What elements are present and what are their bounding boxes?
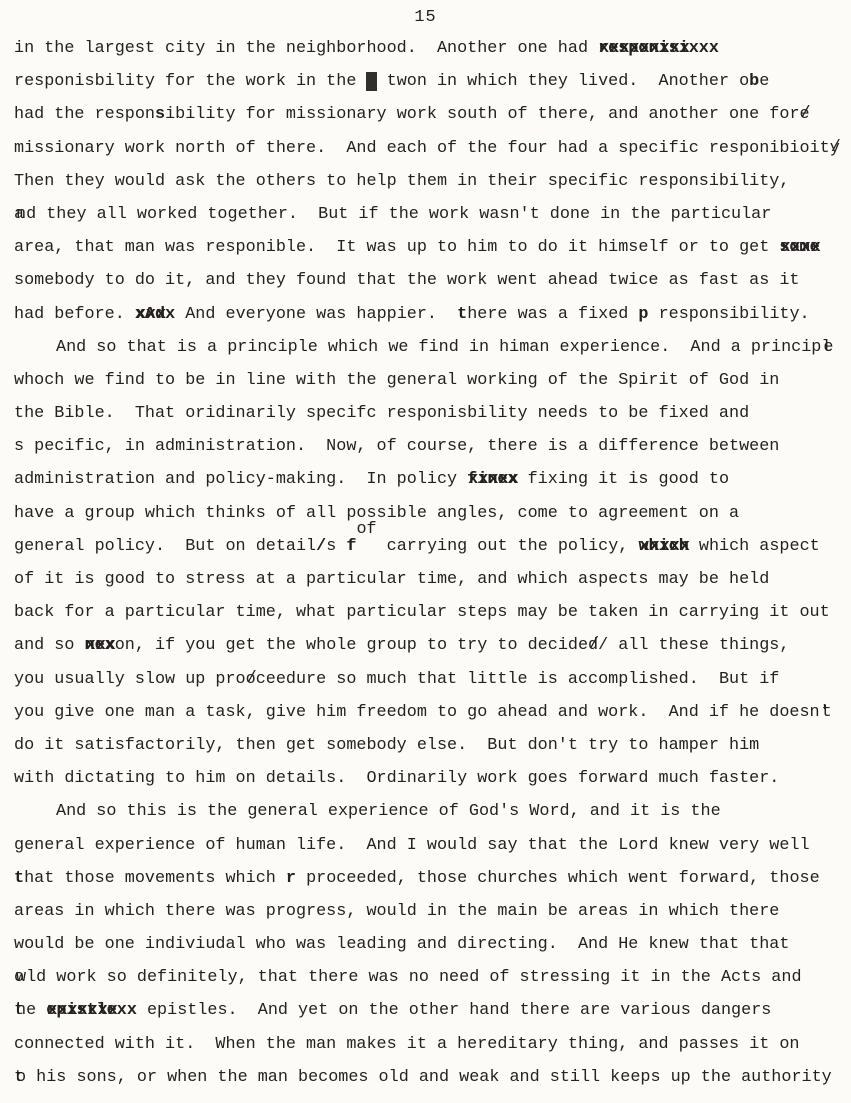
text-line bbox=[14, 204, 845, 237]
squeezed-chars: th bbox=[14, 1001, 19, 1021]
text-run: fixing it is good to bbox=[517, 470, 730, 490]
text-run: administration and policy-making. In policy bbox=[14, 470, 468, 490]
text-line bbox=[14, 1067, 845, 1100]
overtyped-char: t bbox=[14, 868, 25, 888]
text-run: of it is good to stress at a particular time, and which aspects may be held bbox=[14, 570, 770, 589]
text-run: ibility for missionary work south of there, and another one for bbox=[165, 105, 800, 125]
text-run: ld work so definitely, that there was no need of stressing it in the Acts and bbox=[26, 968, 802, 988]
text-line bbox=[14, 967, 845, 1000]
text-run: on, if you get the whole group to try to decide bbox=[114, 636, 589, 656]
paragraph bbox=[14, 337, 845, 802]
text-run: hat those movements which bbox=[24, 868, 286, 888]
text-run: would be one indiviudal who was leading and directing. And He knew that that bbox=[14, 935, 790, 955]
text-run: s pecific, in administration. Now, of course, there is a difference between bbox=[14, 437, 780, 457]
squeezed-chars: to bbox=[14, 1067, 19, 1087]
text-line bbox=[14, 669, 845, 702]
overtyped-char: / bbox=[316, 536, 327, 556]
overtyped-char: t bbox=[457, 304, 468, 324]
text-line bbox=[14, 370, 845, 403]
text-run: carrying out the policy, bbox=[376, 536, 639, 556]
text-run: do it satisfactorily, then get somebody else. But don't try to hamper him bbox=[14, 735, 760, 755]
text-run: have a group which thinks of all possible angles, come to agreement on a bbox=[14, 503, 740, 523]
text-run: general experience of human life. And I would say that the Lord knew very well bbox=[14, 835, 810, 855]
text-run: somebody to do it, and they found that the work went ahead twice as fast as it bbox=[14, 271, 800, 291]
text-line bbox=[14, 171, 845, 204]
text-run: ceedure so much that little is accomplished. But if bbox=[255, 669, 780, 689]
text-run: And everyone was happier. bbox=[175, 304, 458, 324]
text-run: had the respon bbox=[14, 105, 155, 125]
text-line bbox=[14, 403, 845, 436]
overtyped-char: b bbox=[749, 72, 760, 92]
text-run: twon in which they lived. Another o bbox=[376, 72, 750, 92]
text-run: area, that man was responible. It was up to him to do it himself or to get bbox=[14, 238, 780, 258]
text-run: e bbox=[759, 72, 770, 92]
inked-out-char: m bbox=[366, 72, 377, 92]
text-run: with dictating to him on details. Ordinarily work goes forward much faster. bbox=[14, 769, 780, 789]
text-line bbox=[14, 519, 845, 569]
text-run: the Bible. That oridinarily specifc responisbility needs to be fixed and bbox=[14, 404, 750, 424]
overtyped-char: xxx bbox=[688, 39, 719, 58]
text-run: And so that is a principle which we find in himan experience. And a princip bbox=[56, 337, 822, 357]
overstruck-text: xAd xxx bbox=[135, 304, 165, 325]
slashed-char: y / bbox=[830, 138, 840, 159]
text-run: here was a fixed bbox=[467, 304, 639, 324]
text-line bbox=[14, 868, 845, 901]
squeezed-chars: le bbox=[821, 337, 826, 357]
overtyped-char: xx bbox=[116, 1001, 137, 1021]
text-run: proceeded, those churches which went forward, those bbox=[296, 868, 820, 888]
text-run: you usually slow up pro bbox=[14, 669, 246, 689]
text-line bbox=[14, 934, 845, 967]
overtyped-char: s bbox=[155, 105, 166, 125]
text-run: Then they would ask the others to help them in their specific responsibility, bbox=[14, 171, 790, 191]
slashed-char: e / bbox=[800, 104, 810, 125]
overtyped-char: r bbox=[285, 868, 296, 888]
text-run: responsibility. bbox=[648, 304, 810, 324]
text-line bbox=[14, 304, 845, 337]
text-run: whoch we find to be in line with the general working of the Spirit of God in bbox=[14, 370, 780, 390]
text-line bbox=[14, 702, 845, 735]
text-line bbox=[14, 337, 845, 370]
overtyped-char: x bbox=[165, 304, 176, 324]
text-line bbox=[14, 104, 845, 137]
text-run: And so this is the general experience of God's Word, and it is the bbox=[56, 802, 721, 822]
paragraph bbox=[14, 38, 845, 337]
text-line bbox=[14, 801, 845, 834]
overstruck-text: responisi xxxxxxxxx bbox=[598, 38, 689, 59]
interlinear-insertion: of bbox=[356, 519, 377, 539]
overtyped-char: p bbox=[638, 304, 649, 324]
text-line bbox=[14, 901, 845, 934]
text-line bbox=[14, 735, 845, 768]
text-line bbox=[14, 138, 845, 171]
text-run: in the largest city in the neighborhood. Another one had bbox=[14, 39, 599, 58]
text-line bbox=[14, 469, 845, 502]
text-line bbox=[14, 38, 845, 71]
text-run: and so bbox=[14, 636, 85, 656]
text-line bbox=[14, 768, 845, 801]
squeezed-chars: an bbox=[14, 204, 19, 224]
text-run: general policy. But on detail bbox=[14, 536, 317, 556]
slashed-char: d / bbox=[588, 635, 598, 656]
text-run: which aspect bbox=[688, 536, 820, 556]
text-run: missionary work north of there. And each of the four had a specific responibioit bbox=[14, 138, 830, 158]
text-run: d they all worked together. But if the work wasn't done in the particular bbox=[26, 204, 772, 224]
squeezed-chars: 't bbox=[819, 702, 824, 722]
squeezed-chars: ow bbox=[14, 968, 19, 988]
text-line bbox=[14, 71, 845, 104]
text-line bbox=[14, 1034, 845, 1067]
text-run: epistles. And yet on the other hand there are various dangers bbox=[136, 1001, 772, 1021]
text-line bbox=[14, 569, 845, 602]
text-line bbox=[14, 270, 845, 303]
page-body bbox=[0, 38, 851, 1100]
text-run: s bbox=[326, 536, 347, 556]
overstruck-text: epistle xxxxxxx bbox=[46, 1000, 117, 1021]
paragraph bbox=[14, 801, 845, 1100]
overstruck-text: nex xxx bbox=[85, 635, 115, 656]
text-line bbox=[14, 635, 845, 668]
text-line bbox=[14, 436, 845, 469]
text-line bbox=[14, 835, 845, 868]
text-run: his sons, or when the man becomes old and weak and still keeps up the authority bbox=[26, 1067, 832, 1087]
text-run: / all these things, bbox=[598, 636, 790, 656]
page-number: 15 bbox=[414, 8, 437, 27]
overstruck-text: which xxxxx bbox=[638, 536, 688, 557]
text-run: you give one man a task, give him freedom to go ahead and work. And if he doesn bbox=[14, 702, 820, 722]
overstruck-text: some xxxx bbox=[779, 237, 819, 258]
overstruck-text: finex xxxxx bbox=[467, 469, 517, 490]
text-line bbox=[14, 503, 845, 536]
text-run: areas in which there was progress, would in the main be areas in which there bbox=[14, 901, 780, 921]
text-run: back for a particular time, what particular steps may be taken in carrying it out bbox=[14, 603, 830, 623]
text-run: responisbility for the work in the bbox=[14, 72, 367, 92]
overtyped-char: f bbox=[346, 536, 357, 556]
slashed-char: o / bbox=[246, 669, 256, 690]
text-line bbox=[14, 1000, 845, 1033]
text-line bbox=[14, 602, 845, 635]
text-line bbox=[14, 237, 845, 270]
text-run: connected with it. When the man makes it a hereditary thing, and passes it on bbox=[14, 1034, 800, 1054]
text-run: had before. bbox=[14, 304, 135, 324]
text-run: e bbox=[26, 1001, 47, 1021]
